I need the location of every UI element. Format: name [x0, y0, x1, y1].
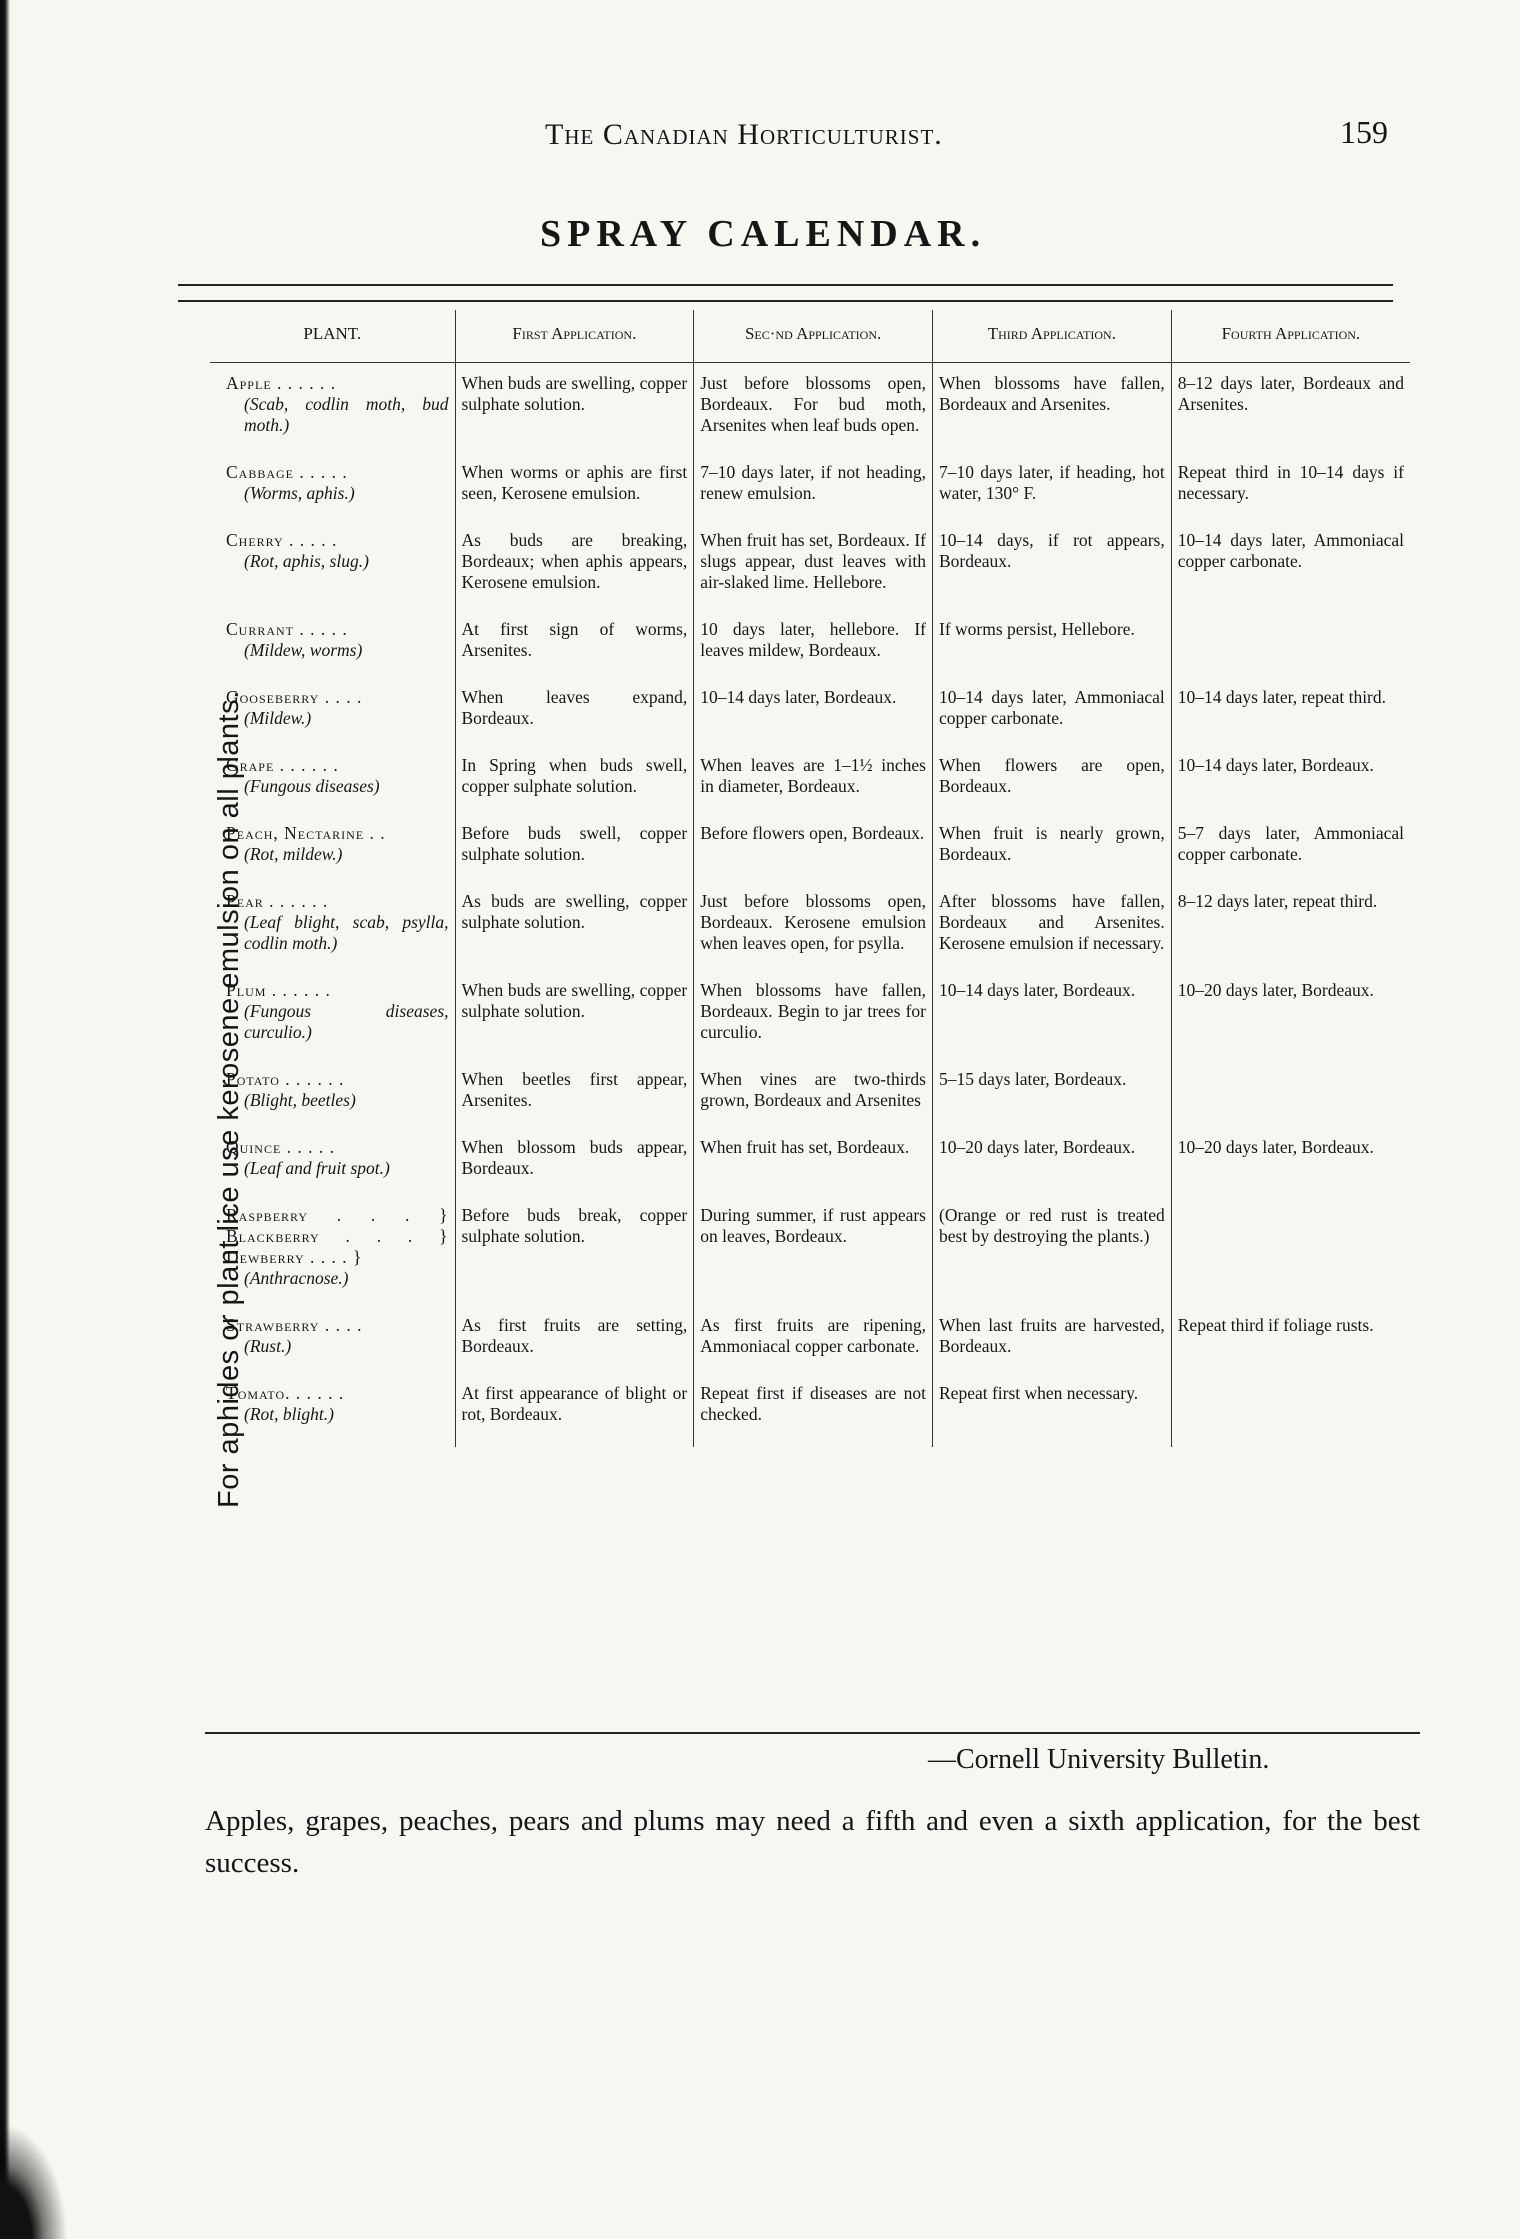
- second-application-cell: 7–10 days later, if not heading, renew emulsion.: [694, 452, 933, 520]
- third-application-cell: When last fruits are harvested, Bordeaux.: [933, 1305, 1172, 1373]
- second-application-cell: When leaves are 1–1½ inches in diameter, Bordeaux.: [694, 745, 933, 813]
- first-application-cell: In Spring when buds swell, copper sulphate solution.: [455, 745, 694, 813]
- plant-cell: [210, 1373, 455, 1447]
- third-application-cell: When flowers are open, Bordeaux.: [933, 745, 1172, 813]
- third-application-cell: When blossoms have fallen, Bordeaux and Arsenites.: [933, 363, 1172, 453]
- fourth-application-cell: 10–14 days later, repeat third.: [1171, 677, 1410, 745]
- fourth-application-cell: 8–12 days later, repeat third.: [1171, 881, 1410, 970]
- fourth-application-cell: [1171, 1373, 1410, 1447]
- third-application-cell: 7–10 days later, if heading, hot water, 130° F.: [933, 452, 1172, 520]
- header-fourth-application: Fourth Application.: [1171, 310, 1410, 363]
- first-application-cell: When buds are swelling, copper sulphate solution.: [455, 363, 694, 453]
- plant-name: Grape . . . . . .: [226, 755, 339, 776]
- header-plant: PLANT.: [210, 310, 455, 363]
- third-application-cell: 10–14 days later, Ammoniacal copper carbonate.: [933, 677, 1172, 745]
- table-row: [210, 1059, 1410, 1127]
- second-application-cell: 10 days later, hellebore. If leaves mildew, Bordeaux.: [694, 609, 933, 677]
- plant-name: Plum . . . . . .: [226, 980, 331, 1001]
- fourth-application-cell: 5–7 days later, Ammoniacal copper carbonate.: [1171, 813, 1410, 881]
- table-row: [210, 452, 1410, 520]
- top-rule-second: [178, 300, 1393, 302]
- table-row: [210, 1373, 1410, 1447]
- table-row: [210, 609, 1410, 677]
- plant-cell: [210, 1305, 455, 1373]
- third-application-cell: 10–14 days, if rot appears, Bordeaux.: [933, 520, 1172, 609]
- plant-name: Pear . . . . . .: [226, 891, 329, 912]
- plant-name: Peach, Nectarine . .: [226, 823, 386, 844]
- second-application-cell: 10–14 days later, Bordeaux.: [694, 677, 933, 745]
- third-application-cell: After blossoms have fallen, Bordeaux and Arsenites. Kerosene emulsion if necessary.: [933, 881, 1172, 970]
- first-application-cell: Before buds swell, copper sulphate solution.: [455, 813, 694, 881]
- table-row: [210, 745, 1410, 813]
- fourth-application-cell: [1171, 1195, 1410, 1305]
- table-row: [210, 970, 1410, 1059]
- second-application-cell: Just before blossoms open, Bordeaux. Kerosene emulsion when leaves open, for psylla.: [694, 881, 933, 970]
- fourth-application-cell: 8–12 days later, Bordeaux and Arsenites.: [1171, 363, 1410, 453]
- first-application-cell: As buds are swelling, copper sulphate solution.: [455, 881, 694, 970]
- running-head: The Canadian Horticulturist.: [545, 118, 943, 151]
- plant-pests: (Blight, beetles): [244, 1090, 356, 1111]
- third-application-cell: If worms persist, Hellebore.: [933, 609, 1172, 677]
- plant-name: Potato . . . . . .: [226, 1069, 345, 1090]
- first-application-cell: When leaves expand, Bordeaux.: [455, 677, 694, 745]
- third-application-cell: (Orange or red rust is treated best by destroying the plants.): [933, 1195, 1172, 1305]
- plant-cell: [210, 1127, 455, 1195]
- fourth-application-cell: 10–20 days later, Bordeaux.: [1171, 1127, 1410, 1195]
- plant-pests: (Mildew.): [244, 708, 312, 729]
- header-first-application: First Application.: [455, 310, 694, 363]
- bottom-rule: [205, 1732, 1420, 1734]
- plant-cell: [210, 881, 455, 970]
- fourth-application-cell: 10–14 days later, Ammoniacal copper carbonate.: [1171, 520, 1410, 609]
- page-number: 159: [1340, 114, 1388, 150]
- ink-blot: [0, 2119, 70, 2239]
- second-application-cell: When blossoms have fallen, Bordeaux. Begin to jar trees for curculio.: [694, 970, 933, 1059]
- fourth-application-cell: Repeat third if foliage rusts.: [1171, 1305, 1410, 1373]
- second-application-cell: During summer, if rust appears on leaves, Bordeaux.: [694, 1195, 933, 1305]
- plant-name: Cabbage . . . . .: [226, 462, 348, 483]
- plant-cell: [210, 452, 455, 520]
- table-header-row: [210, 310, 1410, 363]
- plant-name: Raspberry . . . } Blackberry . . . } Dewberry . . . . }: [226, 1205, 449, 1268]
- first-application-cell: When buds are swelling, copper sulphate solution.: [455, 970, 694, 1059]
- first-application-cell: Before buds break, copper sulphate solution.: [455, 1195, 694, 1305]
- second-application-cell: Before flowers open, Bordeaux.: [694, 813, 933, 881]
- table-row: [210, 1127, 1410, 1195]
- header-third-application: Third Application.: [933, 310, 1172, 363]
- table-row: [210, 363, 1410, 453]
- plant-pests: (Rot, aphis, slug.): [244, 551, 369, 572]
- plant-cell: [210, 677, 455, 745]
- plant-cell: [210, 609, 455, 677]
- first-application-cell: When blossom buds appear, Bordeaux.: [455, 1127, 694, 1195]
- first-application-cell: When beetles first appear, Arsenites.: [455, 1059, 694, 1127]
- plant-cell: [210, 813, 455, 881]
- plant-pests: (Rot, blight.): [244, 1404, 334, 1425]
- first-application-cell: When worms or aphis are first seen, Kerosene emulsion.: [455, 452, 694, 520]
- table-row: [210, 881, 1410, 970]
- plant-pests: (Mildew, worms): [244, 640, 363, 661]
- fourth-application-cell: Repeat third in 10–14 days if necessary.: [1171, 452, 1410, 520]
- plant-pests: (Rot, mildew.): [244, 844, 343, 865]
- page-binding-edge: [0, 0, 10, 2239]
- footnote-paragraph: Apples, grapes, peaches, pears and plums may need a fifth and even a sixth application, for the best success.: [205, 1805, 1420, 1880]
- fourth-application-cell: [1171, 1059, 1410, 1127]
- third-application-cell: 10–20 days later, Bordeaux.: [933, 1127, 1172, 1195]
- third-application-cell: Repeat first when necessary.: [933, 1373, 1172, 1447]
- side-note-vertical: For aphides or plant lice use kerosene emulsion on all plants.: [213, 690, 245, 1508]
- fourth-application-cell: 10–20 days later, Bordeaux.: [1171, 970, 1410, 1059]
- source-citation: —Cornell University Bulletin.: [928, 1744, 1270, 1775]
- plant-cell: [210, 1195, 455, 1305]
- plant-pests: (Leaf blight, scab, psylla, codlin moth.): [244, 912, 449, 954]
- second-application-cell: As first fruits are ripening, Ammoniacal copper carbonate.: [694, 1305, 933, 1373]
- plant-pests: (Anthracnose.): [244, 1268, 349, 1289]
- plant-pests: (Leaf and fruit spot.): [244, 1158, 390, 1179]
- second-application-cell: Just before blossoms open, Bordeaux. For bud moth, Arsenites when leaf buds open.: [694, 363, 933, 453]
- table-row: [210, 520, 1410, 609]
- plant-pests: (Fungous diseases, curculio.): [244, 1001, 449, 1043]
- page-title: SPRAY CALENDAR.: [540, 213, 987, 255]
- spray-calendar-table: [210, 310, 1410, 1447]
- fourth-application-cell: 10–14 days later, Bordeaux.: [1171, 745, 1410, 813]
- second-application-cell: When vines are two-thirds grown, Bordeaux and Arsenites: [694, 1059, 933, 1127]
- plant-cell: [210, 970, 455, 1059]
- plant-name: Quince . . . . .: [226, 1137, 336, 1158]
- plant-pests: (Rust.): [244, 1336, 292, 1357]
- plant-cell: [210, 1059, 455, 1127]
- first-application-cell: At first appearance of blight or rot, Bordeaux.: [455, 1373, 694, 1447]
- table-row: [210, 1305, 1410, 1373]
- second-application-cell: Repeat first if diseases are not checked.: [694, 1373, 933, 1447]
- plant-cell: [210, 363, 455, 453]
- plant-name: Cherry . . . . .: [226, 530, 338, 551]
- plant-name: Gooseberry . . . .: [226, 687, 363, 708]
- table-row: [210, 677, 1410, 745]
- plant-pests: (Scab, codlin moth, bud moth.): [244, 394, 449, 436]
- second-application-cell: When fruit has set, Bordeaux.: [694, 1127, 933, 1195]
- first-application-cell: As first fruits are setting, Bordeaux.: [455, 1305, 694, 1373]
- third-application-cell: 5–15 days later, Bordeaux.: [933, 1059, 1172, 1127]
- plant-name: Apple . . . . . .: [226, 373, 337, 394]
- top-rule: [178, 284, 1393, 286]
- plant-cell: [210, 745, 455, 813]
- fourth-application-cell: [1171, 609, 1410, 677]
- table-row: [210, 1195, 1410, 1305]
- second-application-cell: When fruit has set, Bordeaux. If slugs appear, dust leaves with air-slaked lime. Hellebore.: [694, 520, 933, 609]
- plant-cell: [210, 520, 455, 609]
- plant-pests: (Fungous diseases): [244, 776, 380, 797]
- table-row: [210, 813, 1410, 881]
- header-second-application: Sec·nd Application.: [694, 310, 933, 363]
- first-application-cell: At first sign of worms, Arsenites.: [455, 609, 694, 677]
- third-application-cell: When fruit is nearly grown, Bordeaux.: [933, 813, 1172, 881]
- plant-name: Tomato. . . . . .: [226, 1383, 345, 1404]
- third-application-cell: 10–14 days later, Bordeaux.: [933, 970, 1172, 1059]
- plant-name: Currant . . . . .: [226, 619, 348, 640]
- first-application-cell: As buds are breaking, Bordeaux; when aphis appears, Kerosene emulsion.: [455, 520, 694, 609]
- plant-name: Strawberry . . . .: [226, 1315, 363, 1336]
- plant-pests: (Worms, aphis.): [244, 483, 355, 504]
